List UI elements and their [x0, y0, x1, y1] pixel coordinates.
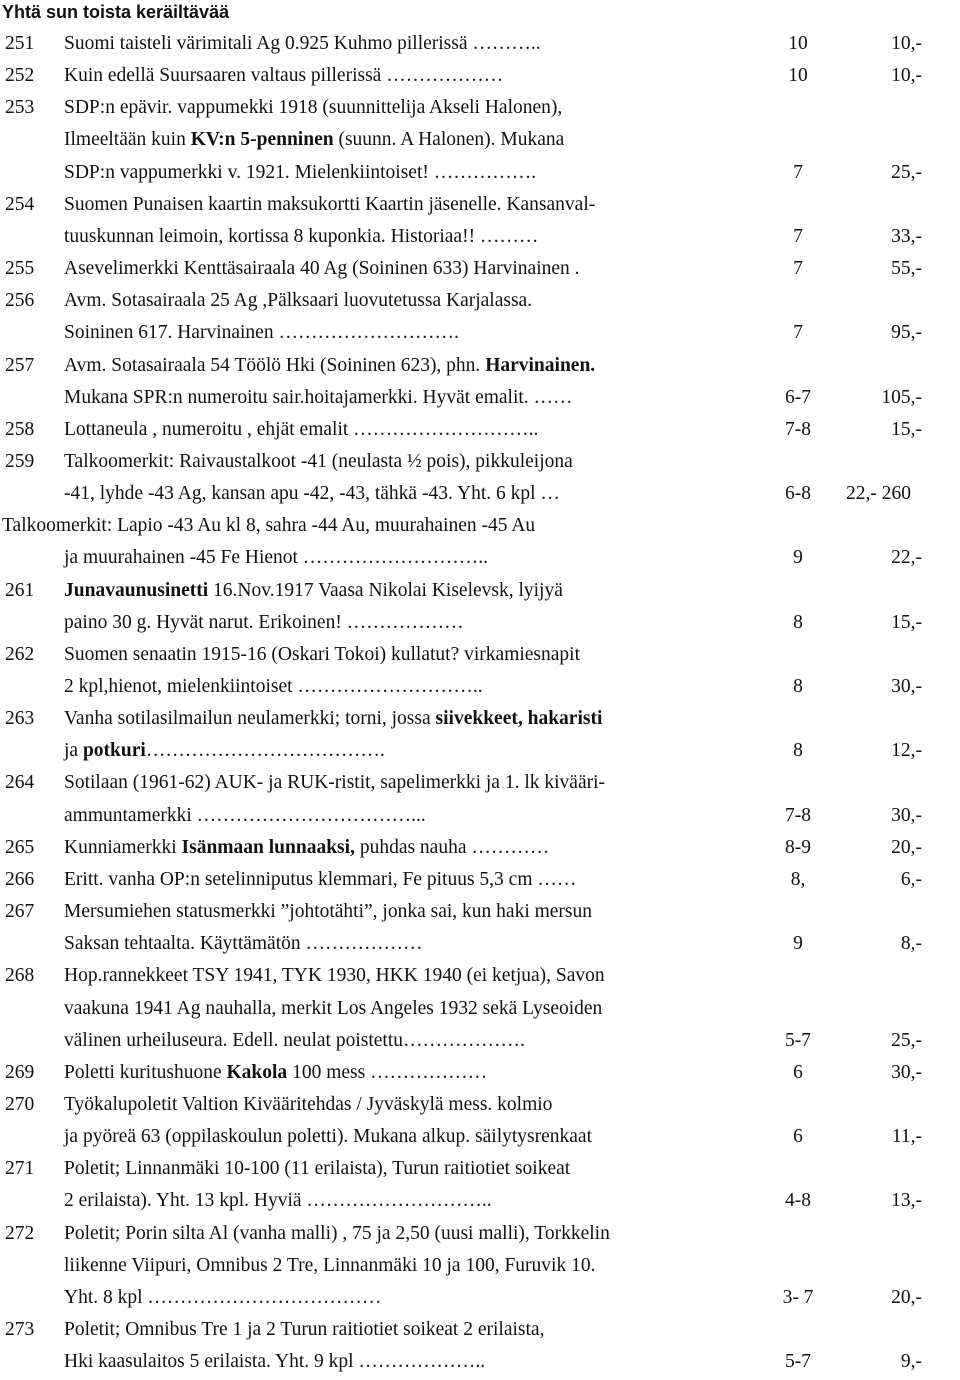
- lot-line: [0, 641, 960, 673]
- description-text: -41, lyhde -43 Ag, kansan apu -42, -43, tähkä -43. Yht. 6 kpl …: [64, 483, 560, 505]
- lot-description: [64, 319, 459, 347]
- description-text: Yht. 8 kpl ………………………………: [64, 1286, 382, 1308]
- lot-line: [0, 191, 960, 223]
- lot-number: 253: [5, 97, 35, 119]
- description-text: vaakuna 1941 Ag nauhalla, merkit Los Angeles 1932 sekä Lyseoiden: [64, 997, 603, 1019]
- lot-description: [64, 416, 538, 444]
- description-text: (suunn. A Halonen). Mukana: [333, 129, 565, 151]
- emphasis-text: Junavaunusinetti: [64, 579, 209, 601]
- lot-price: 55,-: [891, 258, 922, 280]
- lot-grade: 3- 7: [782, 1286, 814, 1308]
- description-text: ja muurahainen -45 Fe Hienot ………………………..: [64, 547, 489, 569]
- lot-description: [64, 384, 573, 412]
- lot-description: [64, 1155, 570, 1183]
- lot-line: [0, 287, 960, 319]
- lot-line: [0, 1091, 960, 1123]
- description-text: välinen urheiluseura. Edell. neulat poistettu……………….: [64, 1029, 525, 1051]
- lot-line: [0, 448, 960, 480]
- lot-line: [0, 705, 960, 737]
- lot-description: [64, 898, 592, 926]
- lot-grade: 8: [793, 740, 803, 762]
- description-text: Poletti kuritushuone: [64, 1061, 227, 1083]
- description-text: liikenne Viipuri, Omnibus 2 Tre, Linnanmäki 10 ja 100, Furuvik 10.: [64, 1254, 596, 1276]
- description-text: 16.Nov.1917 Vaasa Nikolai Kiselevsk, lyijyä: [208, 579, 563, 601]
- lot-line: [0, 769, 960, 801]
- description-text: 100 mess ………………: [287, 1061, 488, 1083]
- lot-description: [64, 577, 563, 605]
- lot-line: [0, 1284, 960, 1316]
- lot-description: [64, 1316, 544, 1344]
- lot-grade: 7: [793, 225, 803, 247]
- lot-description: [64, 1027, 525, 1055]
- lot-line: [0, 1316, 960, 1348]
- lot-grade: 4-8: [785, 1190, 811, 1212]
- description-text: Vanha sotilasilmailun neulamerkki; torni, jossa: [64, 708, 436, 730]
- description-text: paino 30 g. Hyvät narut. Erikoinen! ………………: [64, 611, 464, 633]
- lot-description: [64, 1220, 610, 1248]
- lot-price: 105,-: [881, 386, 922, 408]
- description-text: Suomen Punaisen kaartin maksukortti Kaartin jäsenelle. Kansanval-: [64, 193, 596, 215]
- lot-line: [0, 1252, 960, 1284]
- lot-description: [64, 159, 536, 187]
- lot-description: [64, 1187, 492, 1215]
- lot-grade: 5-7: [785, 1351, 811, 1373]
- page-heading: Yhtä sun toista keräiltävää: [2, 2, 230, 22]
- lot-line: [0, 255, 960, 287]
- lot-description: [64, 802, 426, 830]
- lot-line: [0, 62, 960, 94]
- lot-grade: 8,: [790, 868, 806, 890]
- description-text: SDP:n vappumerkki v. 1921. Mielenkiintoiset! …………….: [64, 161, 537, 183]
- lot-description: [64, 1123, 592, 1151]
- lot-price: 33,-: [891, 225, 922, 247]
- lot-description: [64, 930, 423, 958]
- description-text: puhdas nauha …………: [354, 836, 550, 858]
- lot-description: [64, 287, 532, 315]
- lot-description: [64, 769, 605, 797]
- description-text: SDP:n epävir. vappumekki 1918 (suunnittelija Akseli Halonen),: [64, 97, 563, 119]
- lot-grade: 9: [793, 547, 803, 569]
- lot-description: [64, 223, 538, 251]
- lot-line: [0, 834, 960, 866]
- description-text: Kunniamerkki: [64, 836, 182, 858]
- lot-number: 273: [5, 1319, 35, 1340]
- lot-price: 11,-: [891, 1126, 922, 1148]
- lot-line: [0, 930, 960, 962]
- lot-line: [0, 995, 960, 1027]
- lot-number: 272: [5, 1222, 35, 1244]
- description-text: Poletit; Porin silta Al (vanha malli) , 75 ja 2,50 (uusi malli), Torkkelin: [64, 1222, 610, 1244]
- lot-price: 15,-: [891, 611, 922, 633]
- lot-number: 261: [5, 579, 35, 601]
- lot-line: [0, 866, 960, 898]
- lot-price: 22,- 260: [846, 483, 911, 505]
- lot-description: [64, 737, 385, 765]
- lot-number: 263: [5, 708, 35, 730]
- lot-grade: 6-8: [785, 483, 811, 505]
- lot-description: [64, 94, 562, 122]
- lot-description: [64, 62, 503, 90]
- lot-line: [0, 609, 960, 641]
- lot-price: 95,-: [891, 322, 922, 344]
- description-text: Talkoomerkit: Raivaustalkoot -41 (neulasta ½ pois), pikkuleijona: [64, 450, 573, 472]
- lot-grade: 7: [793, 161, 803, 183]
- description-text: Suomen senaatin 1915-16 (Oskari Tokoi) kullatut? virkamiesnapit: [64, 643, 581, 665]
- lot-line: [0, 126, 960, 158]
- lot-description: [64, 126, 564, 154]
- emphasis-text: siivekkeet, hakaristi: [435, 708, 603, 730]
- lot-grade: 7: [793, 258, 803, 280]
- lot-description: [64, 866, 576, 894]
- lot-grade: 8-9: [785, 836, 811, 858]
- lot-grade: 6-7: [785, 386, 811, 408]
- lot-line: [0, 480, 960, 512]
- description-text: Talkoomerkit: Lapio -43 Au kl 8, sahra -44 Au, muurahainen -45 Au: [2, 515, 536, 537]
- lot-number: 251: [5, 33, 35, 54]
- lot-line: [0, 962, 960, 994]
- lot-price: 25,-: [891, 161, 922, 183]
- lot-number: 257: [5, 354, 35, 376]
- description-text: Avm. Sotasairaala 54 Töölö Hki (Soininen 623), phn.: [64, 354, 486, 376]
- lot-description: [64, 1252, 595, 1280]
- lot-description: [64, 480, 560, 508]
- lot-grade: 6: [793, 1061, 803, 1083]
- description-text: Eritt. vanha OP:n setelinniputus klemmari, Fe pituus 5,3 cm ……: [64, 868, 577, 890]
- lot-grade: 9: [793, 933, 803, 955]
- lot-number: 259: [5, 450, 35, 472]
- lot-description: [64, 544, 488, 572]
- lot-description: [64, 352, 595, 380]
- lot-number: 271: [5, 1158, 35, 1180]
- lot-number: 264: [5, 772, 35, 794]
- lot-number: 252: [5, 65, 35, 87]
- description-text: ammuntamerkki ……………………………...: [64, 804, 426, 826]
- lot-number: 262: [5, 643, 35, 665]
- lot-grade: 10: [788, 33, 808, 54]
- emphasis-text: KV:n 5-penninen: [190, 129, 334, 151]
- description-text: Ilmeeltään kuin: [64, 129, 191, 151]
- lot-line: [0, 1123, 960, 1155]
- lot-grade: 7: [793, 322, 803, 344]
- lot-price: 10,-: [891, 65, 922, 87]
- description-text: Lottaneula , numeroitu , ehjät emalit ………………………..: [64, 418, 539, 440]
- lot-price: 20,-: [891, 1286, 922, 1308]
- lot-price: 6,-: [900, 868, 922, 890]
- lot-description: [64, 641, 580, 669]
- lot-grade: 7-8: [785, 418, 811, 440]
- description-text: Kuin edellä Suursaaren valtaus pillerissä ………………: [64, 65, 504, 87]
- lot-number: 268: [5, 965, 35, 987]
- description-text: Sotilaan (1961-62) AUK- ja RUK-ristit, sapelimerkki ja 1. lk kivääri-: [64, 772, 606, 794]
- lot-description: [2, 512, 535, 540]
- emphasis-text: potkuri: [82, 740, 146, 762]
- lot-line: [0, 94, 960, 126]
- lot-price: 15,-: [891, 418, 922, 440]
- lot-line: [0, 1059, 960, 1091]
- emphasis-text: Kakola: [226, 1061, 288, 1083]
- description-text: Soininen 617. Harvinainen ……………………….: [64, 322, 459, 344]
- lot-line: [0, 1220, 960, 1252]
- lot-line: [0, 159, 960, 191]
- lot-line: [0, 352, 960, 384]
- lot-line: [0, 319, 960, 351]
- lot-description: [64, 1059, 487, 1087]
- lot-number: 255: [5, 258, 35, 280]
- lot-line: [0, 223, 960, 255]
- description-text: Saksan tehtaalta. Käyttämätön ………………: [64, 933, 423, 955]
- lot-description: [64, 705, 602, 733]
- lot-line: [0, 512, 960, 544]
- lot-line: [0, 384, 960, 416]
- description-text: Poletit; Linnanmäki 10-100 (11 erilaista), Turun raitiotiet soikeat: [64, 1158, 571, 1180]
- lot-line: [0, 802, 960, 834]
- lot-description: [64, 962, 605, 990]
- description-text: 2 kpl,hienot, mielenkiintoiset ………………………..: [64, 676, 483, 697]
- lot-line: [0, 1348, 960, 1380]
- description-text: ja: [64, 740, 83, 762]
- lot-description: [64, 609, 464, 637]
- lot-grade: 7-8: [785, 804, 811, 826]
- lot-line: [0, 1155, 960, 1187]
- description-text: Mukana SPR:n numeroitu sair.hoitajamerkki. Hyvät emalit. ……: [64, 386, 573, 408]
- lot-price: 12,-: [891, 740, 922, 762]
- lot-line: [0, 1027, 960, 1059]
- lot-number: 258: [5, 418, 35, 440]
- lot-description: [64, 191, 595, 219]
- emphasis-text: Isänmaan lunnaaksi,: [181, 836, 355, 858]
- lot-grade: 5-7: [785, 1029, 811, 1051]
- lot-line: [0, 577, 960, 609]
- description-text: ……………………………….: [145, 740, 385, 762]
- lot-number: 265: [5, 836, 35, 858]
- emphasis-text: Harvinainen.: [485, 354, 596, 376]
- description-text: ja pyöreä 63 (oppilaskoulun poletti). Mukana alkup. säilytysrenkaat: [64, 1126, 592, 1148]
- description-text: Mersumiehen statusmerkki ”johtotähti”, jonka sai, kun haki mersun: [64, 901, 593, 923]
- lot-line: [0, 737, 960, 769]
- lot-description: [64, 448, 573, 476]
- lot-number: 266: [5, 868, 35, 890]
- lot-price: 8,-: [900, 933, 922, 955]
- lot-price: 20,-: [891, 836, 922, 858]
- lot-grade: 6: [793, 1126, 803, 1148]
- lot-line: [0, 898, 960, 930]
- lot-description: [64, 673, 483, 701]
- lot-line: [0, 416, 960, 448]
- lot-description: [64, 834, 549, 862]
- lot-price: 30,-: [891, 1061, 922, 1083]
- lot-price: 13,-: [891, 1190, 922, 1212]
- description-text: 2 erilaista). Yht. 13 kpl. Hyviä ………………………..: [64, 1190, 492, 1212]
- lot-grade: 8: [793, 611, 803, 633]
- lot-number: 269: [5, 1061, 35, 1083]
- description-text: Työkalupoletit Valtion Kivääritehdas / Jyväskylä mess. kolmio: [64, 1093, 553, 1115]
- lot-description: [64, 30, 541, 58]
- lot-price: 22,-: [891, 547, 922, 569]
- description-text: Hki kaasulaitos 5 erilaista. Yht. 9 kpl ………………..: [64, 1351, 486, 1373]
- lot-line: [0, 673, 960, 705]
- description-text: Poletit; Omnibus Tre 1 ja 2 Turun raitiotiet soikeat 2 erilaista,: [64, 1319, 545, 1340]
- lot-number: 254: [5, 193, 35, 215]
- lot-price: 10,-: [891, 33, 922, 54]
- lot-price: 30,-: [891, 804, 922, 826]
- lot-number: 270: [5, 1093, 35, 1115]
- description-text: Asevelimerkki Kenttäsairaala 40 Ag (Soininen 633) Harvinainen .: [64, 258, 580, 280]
- description-text: tuuskunnan leimoin, kortissa 8 kuponkia. Historiaa!! ………: [64, 225, 539, 247]
- description-text: Suomi taisteli värimitali Ag 0.925 Kuhmo pillerissä ………..: [64, 33, 541, 54]
- lot-description: [64, 995, 602, 1023]
- description-text: Avm. Sotasairaala 25 Ag ,Pälksaari luovutetussa Karjalassa.: [64, 290, 533, 312]
- lot-number: 267: [5, 901, 35, 923]
- description-text: Hop.rannekkeet TSY 1941, TYK 1930, HKK 1940 (ei ketjua), Savon: [64, 965, 605, 987]
- lot-price: 25,-: [891, 1029, 922, 1051]
- lot-description: [64, 1284, 381, 1312]
- lot-line: [0, 544, 960, 576]
- lot-grade: 8: [793, 676, 803, 697]
- lot-number: 256: [5, 290, 35, 312]
- lot-description: [64, 1348, 485, 1376]
- lot-price: 9,-: [900, 1351, 922, 1373]
- lot-description: [64, 255, 580, 283]
- lot-line: [0, 30, 960, 62]
- lot-price: 30,-: [891, 676, 922, 697]
- lot-grade: 10: [788, 65, 808, 87]
- lot-line: [0, 1187, 960, 1219]
- lot-description: [64, 1091, 552, 1119]
